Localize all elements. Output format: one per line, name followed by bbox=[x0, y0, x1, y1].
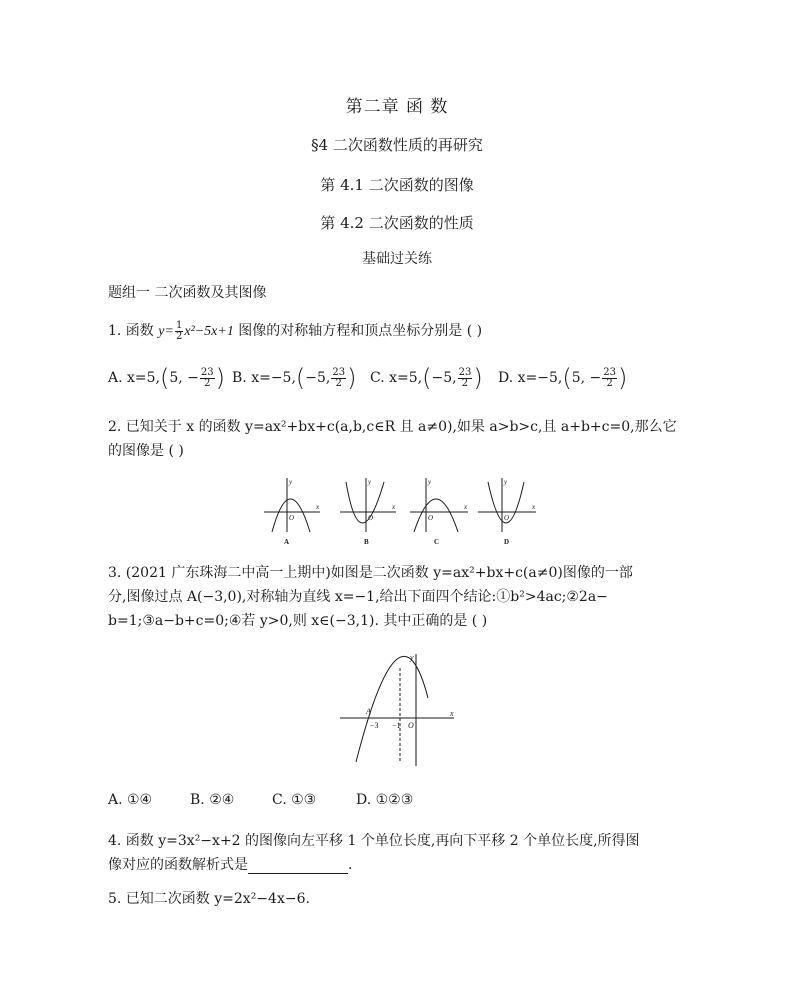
question-3-option-d: D. ①②③ bbox=[356, 792, 414, 808]
question-3-option-a: A. ①④ bbox=[108, 792, 153, 808]
svg-text:x: x bbox=[450, 709, 454, 718]
svg-text:y: y bbox=[289, 478, 293, 486]
question-1-option-b: B. x=−5,(−5, $\frac{23}{2}$ ) bbox=[232, 364, 357, 392]
svg-text:x: x bbox=[392, 503, 396, 511]
group-title: 题组一 二次函数及其图像 bbox=[108, 285, 267, 301]
practice-heading: 基础过关练 bbox=[362, 251, 432, 267]
figure-c-label: C bbox=[434, 538, 440, 546]
question-5-line-1: 5. 已知二次函数 y=2x²−4x−6. bbox=[108, 891, 310, 907]
svg-text:O: O bbox=[408, 721, 414, 730]
svg-text:O: O bbox=[504, 514, 510, 522]
svg-text:y: y bbox=[368, 478, 372, 486]
question-1-stem: 1. 函数 y= $\frac{1}{2}$ x²−5x+1 图像的对称轴方程和顶点坐标分别是 ( ) bbox=[108, 319, 483, 342]
subsection-title-2: 第 4.2 二次函数的性质 bbox=[320, 214, 474, 232]
svg-text:−3: −3 bbox=[370, 721, 379, 730]
figure-b-label: B bbox=[364, 538, 369, 546]
question-3-line-2: 分,图像过点 A(−3,0),对称轴为直线 x=−1,给出下面四个结论:①b²>4ac;②2a− bbox=[108, 589, 608, 605]
question-4-line-1: 4. 函数 y=3x²−x+2 的图像向左平移 1 个单位长度,再向下平移 2 个单位长度,所得图 bbox=[108, 833, 640, 849]
svg-text:y: y bbox=[504, 478, 508, 486]
svg-text:x: x bbox=[532, 503, 536, 511]
question-1-option-d: D. x=−5,(5, − $\frac{23}{2}$ ) bbox=[498, 364, 628, 392]
svg-text:−1: −1 bbox=[392, 721, 401, 730]
figure-d-label: D bbox=[504, 538, 510, 546]
question-3-line-1: 3. (2021 广东珠海二中高一上期中)如图是二次函数 y=ax²+bx+c(a≠0)图像的一部 bbox=[108, 565, 633, 581]
svg-text:O: O bbox=[428, 514, 434, 522]
question-2-line-2: 的图像是 ( ) bbox=[108, 443, 184, 459]
svg-text:y: y bbox=[410, 653, 414, 662]
svg-text:A: A bbox=[366, 707, 371, 716]
figure-c-parabola bbox=[414, 499, 458, 532]
subsection-title-1: 第 4.1 二次函数的图像 bbox=[320, 176, 474, 194]
figure-b-parabola bbox=[346, 482, 384, 523]
figure-a-label: A bbox=[284, 538, 290, 546]
section-title: §4 二次函数性质的再研究 bbox=[311, 136, 483, 154]
question-3-line-3: b=1;③a−b+c=0;④若 y>0,则 x∈(−3,1). 其中正确的是 ( ) bbox=[108, 613, 488, 629]
chapter-title: 第二章 函 数 bbox=[345, 97, 449, 117]
svg-text:y: y bbox=[428, 478, 432, 486]
question-2-line-1: 2. 已知关于 x 的函数 y=ax²+bx+c(a,b,c∈R 且 a≠0),如果 a>b>c,且 a+b+c=0,那么它 bbox=[108, 419, 677, 435]
svg-text:O: O bbox=[289, 514, 295, 522]
svg-text:O: O bbox=[368, 514, 374, 522]
svg-text:x: x bbox=[464, 503, 468, 511]
question-4-line-2: 像对应的函数解析式是 . bbox=[108, 857, 353, 873]
svg-text:x: x bbox=[316, 503, 320, 511]
question-3-figure bbox=[336, 650, 460, 768]
question-1-option-c: C. x=5,(−5, $\frac{23}{2}$ ) bbox=[370, 364, 483, 392]
question-3-option-b: B. ②④ bbox=[190, 792, 235, 808]
answer-blank[interactable] bbox=[248, 859, 348, 874]
question-2-figures bbox=[260, 474, 540, 550]
question-3-option-c: C. ①③ bbox=[272, 792, 317, 808]
question-1-option-a: A. x=5,(5, − $\frac{23}{2}$ ) bbox=[108, 364, 226, 392]
